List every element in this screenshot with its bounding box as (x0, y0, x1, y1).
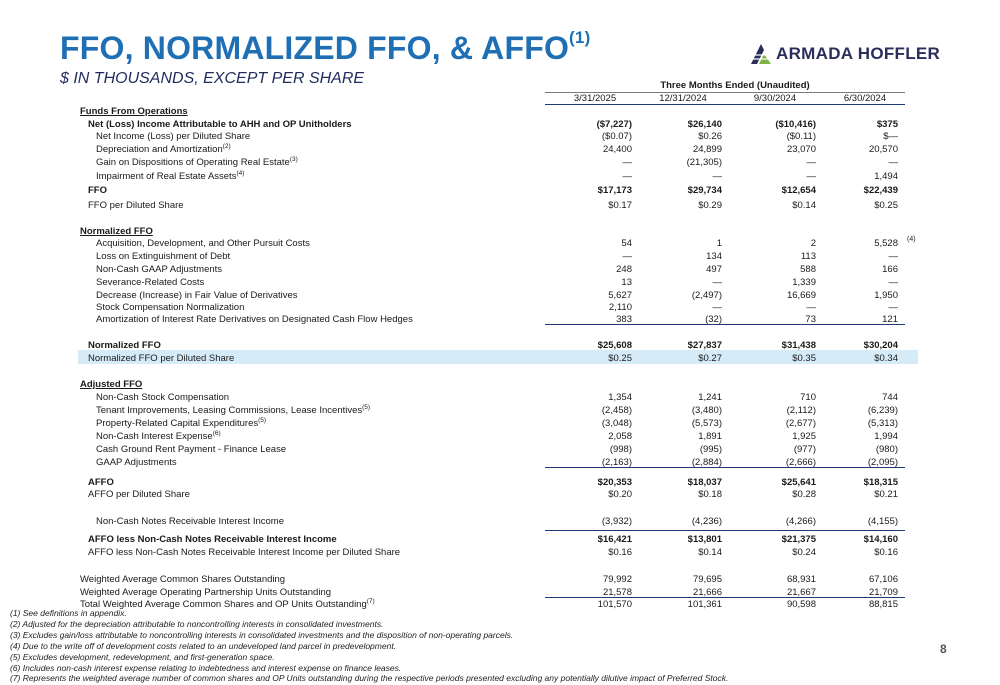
table-row (0, 290, 1000, 302)
row-label: Net Income (Loss) per Diluted Share (96, 131, 251, 142)
cell-value: — (622, 157, 632, 168)
cell-value: $0.20 (608, 489, 632, 500)
cell-value: $0.14 (792, 200, 816, 211)
cell-value: 24,400 (602, 144, 632, 155)
page-subtitle: $ IN THOUSANDS, EXCEPT PER SHARE (60, 70, 365, 87)
table-row (0, 516, 1000, 528)
cell-value: (6,239) (867, 405, 898, 416)
row-label: Stock Compensation Normalization (96, 302, 245, 313)
armada-hoffler-logo-icon (749, 42, 773, 66)
cell-value: — (712, 171, 722, 182)
cell-value: (2,112) (786, 405, 816, 416)
cell-value: 79,992 (602, 574, 632, 585)
table-row (0, 405, 1000, 417)
cell-value: $16,421 (597, 534, 632, 545)
footnote: (5) Excludes development, redevelopment, and first-generation space. (10, 651, 275, 662)
cell-value: — (806, 302, 816, 313)
cell-value: 24,899 (692, 144, 722, 155)
row-label: Normalized FFO (80, 226, 153, 237)
table-row (0, 547, 1000, 559)
table-row (0, 226, 1000, 238)
table-rule (545, 597, 905, 598)
row-label: Normalized FFO (88, 340, 161, 351)
cell-value: 113 (800, 251, 816, 262)
column-header: 12/31/2024 (659, 93, 707, 104)
cell-value: — (888, 277, 898, 288)
cell-value: (980) (875, 444, 898, 455)
cell-value: $375 (876, 119, 898, 130)
row-label: Tenant Improvements, Leasing Commissions, Lease Incentives$^{(5)}$ (96, 404, 371, 416)
cell-value: (3,480) (691, 405, 722, 416)
cell-value: $— (883, 131, 898, 142)
row-label: Non-Cash Stock Compensation (96, 392, 230, 403)
cell-value: (5,573) (691, 418, 722, 429)
cell-value: 16,669 (786, 290, 816, 301)
table-row (0, 171, 1000, 183)
footnote: (1) See definitions in appendix. (10, 608, 127, 618)
cell-value: 710 (800, 392, 816, 403)
cell-value: $0.35 (792, 353, 816, 364)
company-logo (749, 40, 940, 68)
cell-value: $12,654 (781, 185, 816, 196)
cell-value: ($10,416) (775, 119, 816, 130)
table-row (0, 251, 1000, 263)
table-row (0, 200, 1000, 212)
cell-value: 5,528 (874, 238, 898, 249)
row-label: Non-Cash Interest Expense$^{(6)}$ (96, 430, 221, 442)
cell-value: $25,608 (597, 340, 632, 351)
row-label: FFO (88, 185, 107, 196)
row-label: AFFO per Diluted Share (88, 489, 190, 500)
cell-value: $30,204 (863, 340, 898, 351)
cell-value: $0.21 (874, 489, 898, 500)
table-rule (545, 467, 905, 468)
cell-value: $0.25 (608, 353, 632, 364)
cell-value: 68,931 (786, 574, 816, 585)
cell-value: (2,884) (691, 457, 722, 468)
cell-value: $25,641 (781, 477, 816, 488)
cell-value: 88,815 (868, 599, 898, 610)
row-label: Net (Loss) Income Attributable to AHH and OP Unitholders (88, 119, 352, 130)
cell-value: (2,163) (601, 457, 632, 468)
cell-value: 1,354 (608, 392, 632, 403)
row-label: Adjusted FFO (80, 379, 143, 390)
cell-value: 1,891 (698, 431, 722, 442)
cell-value: 73 (805, 314, 816, 325)
cell-value: 2,110 (608, 302, 632, 313)
row-label: Cash Ground Rent Payment - Finance Lease (96, 444, 287, 455)
table-row (0, 144, 1000, 156)
table-row (0, 119, 1000, 131)
cell-value: (2,677) (785, 418, 816, 429)
footnote-marker: (5) (362, 404, 371, 411)
table-row (0, 277, 1000, 289)
cell-value: $0.16 (608, 547, 632, 558)
cell-value: 21,709 (868, 587, 898, 598)
row-label: FFO per Diluted Share (88, 200, 184, 211)
table-row (0, 431, 1000, 443)
column-header: 3/31/2025 (573, 93, 617, 104)
cell-value: 134 (706, 251, 722, 262)
cell-value: — (712, 302, 722, 313)
table-row (0, 477, 1000, 489)
cell-value: $13,801 (687, 534, 722, 545)
cell-value: ($7,227) (596, 119, 632, 130)
logo-text: ARMADA HOFFLER (776, 44, 941, 63)
cell-value: 1,241 (698, 392, 722, 403)
period-header: Three Months Ended (Unaudited) (660, 80, 810, 91)
table-row (0, 157, 1000, 169)
table-row (0, 106, 1000, 118)
cell-value: (2,666) (785, 457, 816, 468)
cell-value: 21,578 (602, 587, 632, 598)
cell-value: — (888, 251, 898, 262)
cell-value: 121 (882, 314, 898, 325)
cell-value: 1,925 (792, 431, 816, 442)
cell-value: (5,313) (867, 418, 898, 429)
cell-value: — (806, 157, 816, 168)
row-label: GAAP Adjustments (96, 457, 177, 468)
row-label: Gain on Dispositions of Operating Real Estate$^{(3)}$ (96, 156, 298, 168)
cell-value: 1,994 (874, 431, 898, 442)
cell-value: ($0.07) (601, 131, 632, 142)
cell-value: ($0.11) (786, 131, 816, 142)
row-label: Severance-Related Costs (96, 277, 205, 288)
footnote-marker: (2) (222, 143, 231, 150)
cell-value: 383 (616, 314, 632, 325)
cell-value: (4,155) (867, 516, 898, 527)
footnote-marker: (5) (258, 417, 267, 424)
cell-value: 497 (706, 264, 722, 275)
page-number: 8 (940, 642, 947, 656)
footnote: (7) Represents the weighted average number of common shares and OP Units outstanding during the respective periods presented excluding any potentially dilutive impact of Preferred Stock. (10, 673, 729, 684)
cell-value: 248 (616, 264, 632, 275)
footnote: (3) Excludes gain/loss attributable to noncontrolling interests in consolidated investments and the disposition of non-operating parcels. (10, 629, 514, 640)
cell-value: 1,950 (874, 290, 898, 301)
cell-value: $20,353 (597, 477, 632, 488)
row-label: Normalized FFO per Diluted Share (88, 353, 235, 364)
cell-value: $0.24 (792, 547, 816, 558)
cell-value: $14,160 (863, 534, 898, 545)
cell-value: $0.28 (792, 489, 816, 500)
footnotes (10, 608, 728, 684)
row-label: AFFO less Non-Cash Notes Receivable Interest Income per Diluted Share (88, 547, 401, 558)
footnote: (2) Adjusted for the depreciation attributable to noncontrolling interests in consolidated investments. (10, 618, 384, 629)
cell-value: $0.34 (874, 353, 898, 364)
page-title: FFO, NORMALIZED FFO, & AFFO$^{(1)}$ (60, 28, 591, 66)
cell-value: $0.16 (874, 547, 898, 558)
table-row (0, 379, 1000, 391)
table-row (0, 444, 1000, 456)
row-label: Decrease (Increase) in Fair Value of Derivatives (96, 290, 298, 301)
cell-value: (32) (705, 314, 722, 325)
cell-value: $29,734 (687, 185, 722, 196)
cell-value: (3,932) (601, 516, 632, 527)
cell-value: — (622, 171, 632, 182)
cell-value: (995) (699, 444, 722, 455)
row-label: Weighted Average Common Shares Outstanding (80, 574, 286, 585)
cell-value: 166 (882, 264, 898, 275)
table-row (0, 392, 1000, 404)
table-row (0, 534, 1000, 546)
cell-value: 1 (716, 238, 722, 249)
footnote: (6) Includes non-cash interest expense relating to indebtedness and interest expense on finance leases. (10, 662, 402, 673)
cell-value: 54 (621, 238, 632, 249)
footnote-marker: (4) (236, 170, 245, 177)
cell-value: $17,173 (597, 185, 632, 196)
table-row (0, 574, 1000, 586)
row-label: Non-Cash Notes Receivable Interest Income (96, 516, 284, 527)
cell-value: $26,140 (687, 119, 722, 130)
column-header-rule (545, 104, 905, 105)
cell-value: 101,570 (597, 599, 632, 610)
cell-value: (2,095) (867, 457, 898, 468)
cell-value: — (888, 302, 898, 313)
row-label: Amortization of Interest Rate Derivatives on Designated Cash Flow Hedges (96, 314, 413, 325)
cell-value: $27,837 (687, 340, 722, 351)
row-label: Property-Related Capital Expenditures$^{(5)}$ (96, 417, 267, 429)
row-label: Weighted Average Operating Partnership Units Outstanding (80, 587, 332, 598)
cell-value: 2 (810, 238, 816, 249)
row-label: Impairment of Real Estate Assets$^{(4)}$ (96, 170, 245, 182)
table-row (0, 489, 1000, 501)
cell-value: (4,266) (785, 516, 816, 527)
table-row (0, 418, 1000, 430)
cell-value: $0.17 (608, 200, 632, 211)
cell-value: $0.27 (698, 353, 722, 364)
cell-value: 21,666 (692, 587, 722, 598)
cell-value: 23,070 (786, 144, 816, 155)
cell-value: $22,439 (863, 185, 898, 196)
row-label: Loss on Extinguishment of Debt (96, 251, 231, 262)
cell-value: 90,598 (786, 599, 816, 610)
column-header: 6/30/2024 (843, 93, 887, 104)
row-label: AFFO less Non-Cash Notes Receivable Interest Income (88, 534, 337, 545)
cell-value: $0.26 (698, 131, 722, 142)
cell-value: 67,106 (868, 574, 898, 585)
cell-value: $31,438 (781, 340, 816, 351)
cell-value: 13 (621, 277, 632, 288)
cell-value: 1,494 (874, 171, 898, 182)
cell-value: $0.18 (698, 489, 722, 500)
cell-value: — (806, 171, 816, 182)
cell-value: — (888, 157, 898, 168)
cell-value: $0.29 (698, 200, 722, 211)
cell-value: (4,236) (691, 516, 722, 527)
cell-value: 101,361 (687, 599, 722, 610)
row-label: Total Weighted Average Common Shares and OP Units Outstanding$^{(7)}$ (80, 598, 375, 610)
cell-value: 1,339 (792, 277, 816, 288)
footnote-marker: (6) (212, 430, 221, 437)
cell-value: 20,570 (868, 144, 898, 155)
cell-value: 2,058 (608, 431, 632, 442)
row-label: AFFO (88, 477, 114, 488)
side-footnote-marker: (4) (907, 236, 916, 243)
table-rule (545, 324, 905, 325)
cell-value: (977) (793, 444, 816, 455)
table-row (0, 353, 1000, 365)
cell-value: (998) (609, 444, 632, 455)
cell-value: 5,627 (608, 290, 632, 301)
footnote-marker: (3) (289, 156, 298, 163)
row-label: Depreciation and Amortization$^{(2)}$ (96, 143, 231, 155)
table-row (0, 340, 1000, 352)
cell-value: 79,695 (692, 574, 722, 585)
cell-value: (21,305) (686, 157, 722, 168)
footnote: (4) Due to the write off of development costs related to an undeveloped land parcel in predevelopment. (10, 640, 397, 651)
row-label: Funds From Operations (80, 106, 188, 117)
table-row (0, 302, 1000, 314)
cell-value: (3,048) (601, 418, 632, 429)
cell-value: $0.25 (874, 200, 898, 211)
table-row (0, 185, 1000, 197)
cell-value: (2,458) (601, 405, 632, 416)
table-rule (545, 530, 905, 531)
table-row (0, 264, 1000, 276)
footnote-marker: (7) (366, 598, 375, 605)
row-label: Acquisition, Development, and Other Pursuit Costs (96, 238, 310, 249)
cell-value: $18,315 (863, 477, 898, 488)
cell-value: — (712, 277, 722, 288)
cell-value: (2,497) (691, 290, 722, 301)
cell-value: $0.14 (698, 547, 722, 558)
cell-value: — (622, 251, 632, 262)
cell-value: 744 (882, 392, 898, 403)
cell-value: $18,037 (687, 477, 722, 488)
row-label: Non-Cash GAAP Adjustments (96, 264, 223, 275)
cell-value: $21,375 (781, 534, 816, 545)
table-row (0, 238, 1000, 250)
cell-value: 21,667 (786, 587, 816, 598)
table-row (0, 131, 1000, 143)
cell-value: 588 (800, 264, 816, 275)
column-header: 9/30/2024 (753, 93, 797, 104)
